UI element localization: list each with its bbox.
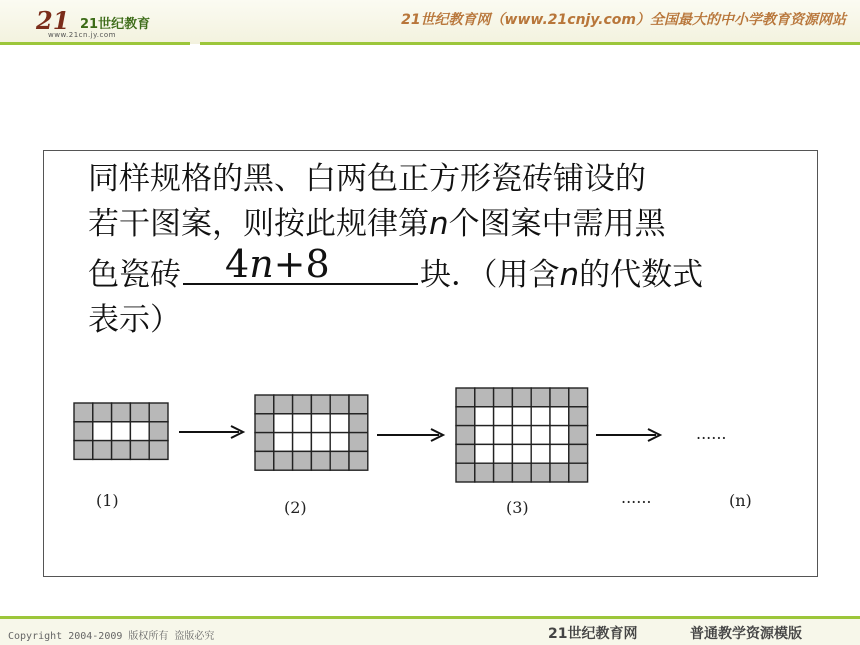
problem-text-segment: 若干图案，则按此规律第 [88,206,429,242]
black-tile [569,444,588,463]
white-tile [550,407,569,426]
black-tile [255,433,274,452]
black-tile [456,388,475,407]
black-tile [112,403,131,422]
variable-n: n [429,206,449,242]
black-tile [255,414,274,433]
black-tile [255,395,274,414]
black-tile [456,407,475,426]
white-tile [531,444,550,463]
white-tile [512,407,531,426]
black-tile [330,395,349,414]
black-tile [311,395,330,414]
black-tile [112,441,131,460]
black-tile [569,463,588,482]
variable-n: n [559,257,580,293]
white-tile [475,426,494,445]
black-tile [74,441,93,460]
black-tile [512,463,531,482]
black-tile [93,403,112,422]
black-tile [349,395,368,414]
black-tile [74,422,93,441]
black-tile [330,451,349,470]
header-divider [0,42,190,45]
white-tile [550,426,569,445]
white-tile [274,414,293,433]
answer-variable: n [249,242,274,286]
white-tile [130,422,149,441]
black-tile [569,426,588,445]
problem-line: 同样规格的黑、白两色正方形瓷砖铺设的 [88,161,646,197]
black-tile [349,433,368,452]
site-logo[interactable]: 21 [36,6,70,35]
header-banner [0,0,860,44]
white-tile [512,426,531,445]
white-tile [311,414,330,433]
black-tile [74,403,93,422]
black-tile [569,388,588,407]
black-tile [274,451,293,470]
figure-label: (n) [729,491,752,510]
answer-coefficient: 4 [225,242,250,286]
tile-grid [456,388,588,482]
tile-grid [255,395,368,470]
black-tile [130,403,149,422]
arrow-icon [596,429,660,441]
black-tile [550,388,569,407]
white-tile [293,414,312,433]
black-tile [349,414,368,433]
black-tile [531,388,550,407]
white-tile [494,407,513,426]
black-tile [255,451,274,470]
black-tile [569,407,588,426]
white-tile [531,426,550,445]
figure-label: (2) [284,498,307,517]
white-tile [274,433,293,452]
white-tile [311,433,330,452]
header-divider [200,42,860,45]
black-tile [456,463,475,482]
black-tile [456,426,475,445]
problem-panel [43,150,818,577]
footer-template-name: 普通教学资源模版 [690,626,802,642]
black-tile [311,451,330,470]
white-tile [475,444,494,463]
site-logo-text: 21世纪教育 [80,17,151,32]
black-tile [512,388,531,407]
black-tile [130,441,149,460]
black-tile [274,395,293,414]
tile-grids [74,388,588,482]
ellipsis-top: ...... [696,424,727,443]
black-tile [550,463,569,482]
figure-label: (3) [506,498,529,517]
black-tile [293,395,312,414]
problem-text-segment: 色瓷砖 [88,257,181,293]
white-tile [494,444,513,463]
problem-text-segment: 块．（用含 [420,257,560,293]
white-tile [550,444,569,463]
black-tile [149,422,168,441]
white-tile [330,414,349,433]
black-tile [475,463,494,482]
copyright-text: Copyright 2004-2009 版权所有 盗版必究 [8,631,215,642]
black-tile [293,451,312,470]
footer-brand: 21世纪教育网 [548,626,638,642]
white-tile [494,426,513,445]
black-tile [494,388,513,407]
tile-grid [74,403,168,459]
black-tile [349,451,368,470]
white-tile [293,433,312,452]
problem-line: 表示） [88,302,181,338]
white-tile [330,433,349,452]
white-tile [512,444,531,463]
arrow-icon [179,426,243,438]
black-tile [475,388,494,407]
black-tile [149,403,168,422]
figure-label: (1) [96,491,119,510]
black-tile [93,441,112,460]
problem-text-segment: 个图案中需用黑 [448,206,666,242]
white-tile [112,422,131,441]
tile-pattern-figures [44,151,817,576]
problem-text-segment: 的代数式 [579,257,704,293]
footer-bar [0,619,860,645]
site-logo-url: www.21cn.jy.com [48,31,116,39]
answer-constant: +8 [273,242,330,286]
white-tile [93,422,112,441]
site-slogan: 21世纪教育网（www.21cnjy.com）全国最大的中小学教育资源网站 [401,12,846,28]
black-tile [149,441,168,460]
white-tile [475,407,494,426]
ellipsis-bottom: ...... [621,488,652,507]
white-tile [531,407,550,426]
black-tile [531,463,550,482]
black-tile [494,463,513,482]
arrow-icon [377,429,443,441]
black-tile [456,444,475,463]
